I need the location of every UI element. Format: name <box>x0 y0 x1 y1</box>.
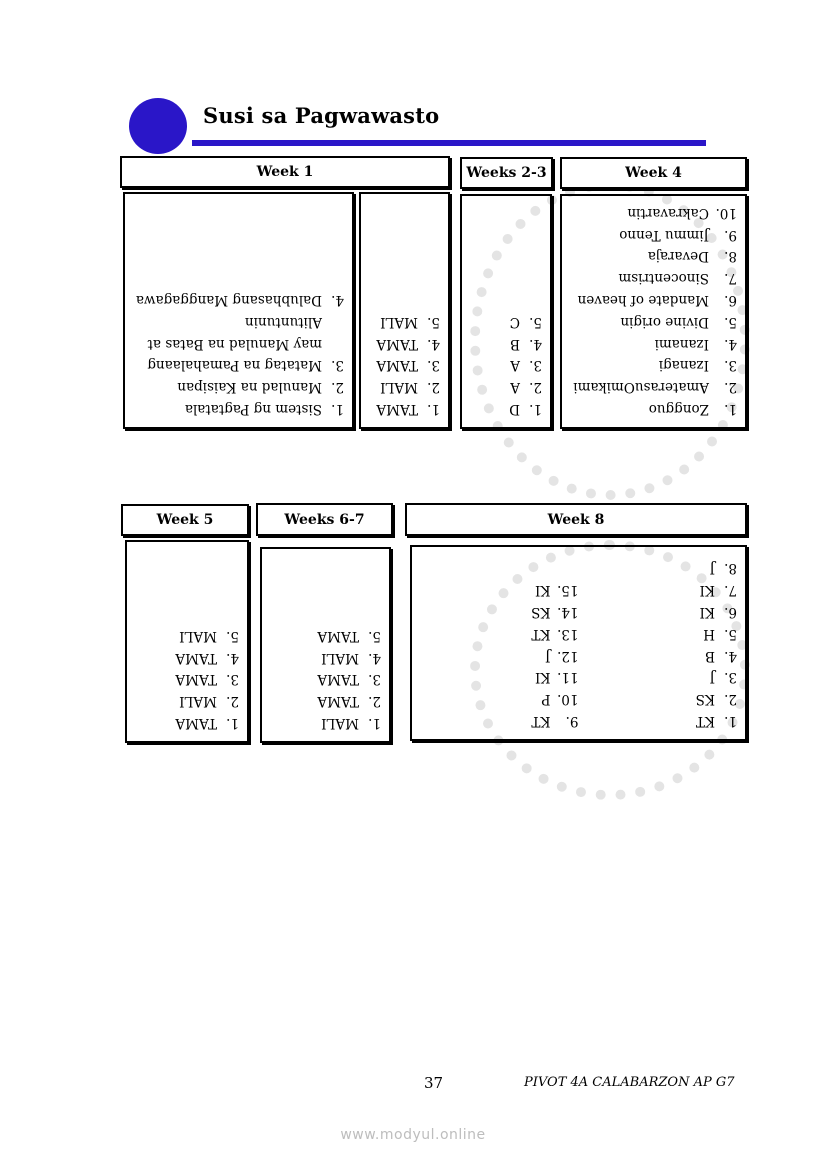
week8-columns <box>420 557 737 731</box>
weeks67-header: Weeks 6-7 <box>256 503 393 536</box>
answer-text: Zongguo <box>648 401 709 417</box>
answer-text: TAMA <box>376 357 418 374</box>
answer-text: TAMA <box>376 335 418 352</box>
answer-text: KT <box>531 625 551 642</box>
answer-text: MALI <box>380 313 418 330</box>
answer-text: KT <box>531 713 551 729</box>
answer-number: 3. <box>368 671 381 688</box>
answer-text: Cakravartin <box>627 204 709 221</box>
answer-item <box>570 310 737 332</box>
answer-number: 15. <box>557 582 579 599</box>
answer-number: 8. <box>724 248 737 265</box>
answer-item <box>135 711 239 733</box>
answer-item <box>135 689 239 711</box>
answer-number: 4. <box>331 292 344 309</box>
answer-number: 8. <box>724 560 737 577</box>
answer-text: MALI <box>321 715 359 731</box>
answer-item <box>133 288 344 310</box>
answer-item <box>133 397 344 419</box>
answer-text: TAMA <box>376 401 418 417</box>
answer-item <box>133 310 344 375</box>
answer-text: Izanami <box>654 335 709 352</box>
answer-item <box>270 668 381 690</box>
answer-text: TAMA <box>317 627 359 644</box>
answer-text: Manulad na Kaisipan <box>177 379 322 396</box>
answer-number: 5. <box>724 625 737 642</box>
answer-text: TAMA <box>317 693 359 710</box>
answer-number: 4. <box>427 335 440 352</box>
answer-text: Matatag na Pamahalaang may Manulad na Batas at Alituntunin <box>147 313 322 374</box>
week1-answers-box-a <box>123 192 354 429</box>
answer-item <box>420 709 579 731</box>
answer-text: KI <box>699 604 715 621</box>
answer-item <box>570 245 737 267</box>
answer-text: Dalubhasang Manggagawa <box>135 292 322 309</box>
weeks23-header: Weeks 2-3 <box>460 157 553 189</box>
answer-item <box>135 646 239 668</box>
answer-text: B <box>510 335 520 352</box>
answer-number: 2. <box>226 693 239 710</box>
answer-text: KI <box>535 582 551 599</box>
answer-item <box>369 310 440 332</box>
answer-text: Divine origin <box>620 313 709 330</box>
answer-text: MALI <box>380 379 418 396</box>
answer-item <box>369 354 440 376</box>
answer-number: 4. <box>724 335 737 352</box>
answer-number: 2. <box>331 379 344 396</box>
answer-number: 10. <box>557 691 579 708</box>
answer-item <box>420 600 579 622</box>
week5-answers <box>127 542 247 741</box>
answer-number: 1. <box>529 401 542 417</box>
weeks67-answers <box>262 549 389 741</box>
answer-text: Jimmu Tenno <box>619 226 709 243</box>
answer-text: TAMA <box>175 671 217 688</box>
answer-number: 11. <box>557 669 579 686</box>
week5-answers-box <box>125 540 249 743</box>
answer-text: Sinocentrism <box>618 270 709 287</box>
answer-text: KS <box>531 604 551 621</box>
answer-item <box>135 668 239 690</box>
answer-number: 1. <box>331 401 344 417</box>
answer-number: 4. <box>529 335 542 352</box>
answer-number: 7. <box>724 582 737 599</box>
week1-header: Week 1 <box>120 156 450 188</box>
week4-answers-box <box>560 194 747 429</box>
answer-number: 5. <box>427 313 440 330</box>
answer-text: H <box>703 625 715 642</box>
week1-answers-box-b <box>359 192 450 429</box>
answer-text: J <box>709 669 715 686</box>
answer-text: MALI <box>179 627 217 644</box>
answer-text: KI <box>699 582 715 599</box>
answer-number: 2. <box>724 691 737 708</box>
answer-item <box>570 266 737 288</box>
answer-number: 14. <box>557 604 579 621</box>
week4-answers <box>562 196 745 427</box>
answer-number: 4. <box>724 647 737 664</box>
answer-item <box>570 288 737 310</box>
answer-item <box>579 557 738 579</box>
answer-text: TAMA <box>175 715 217 731</box>
answer-number: 9. <box>724 226 737 243</box>
answer-item <box>470 332 542 354</box>
answer-item <box>570 223 737 245</box>
answer-number: 7. <box>724 270 737 287</box>
answer-text: A <box>510 379 520 396</box>
answer-item <box>579 578 738 600</box>
answer-number: 5. <box>724 313 737 330</box>
answer-item <box>420 578 579 600</box>
answer-text: P <box>541 691 551 708</box>
weeks67-answers-box <box>260 547 391 743</box>
answer-number: 1. <box>226 715 239 731</box>
answer-number: 2. <box>724 379 737 396</box>
week5-header: Week 5 <box>121 504 249 536</box>
answer-item <box>579 666 738 688</box>
answer-number: 4. <box>226 649 239 666</box>
answer-number: 3. <box>529 357 542 374</box>
answer-number: 2. <box>368 693 381 710</box>
answer-number: 3. <box>724 357 737 374</box>
week1-answers-a <box>125 194 352 427</box>
answer-item <box>270 624 381 646</box>
answer-item <box>133 375 344 397</box>
answer-item <box>470 310 542 332</box>
week8-answers-box <box>410 545 747 741</box>
answer-item <box>579 600 738 622</box>
site-watermark: www.modyul.online <box>340 1127 486 1143</box>
answer-text: J <box>709 560 715 577</box>
answer-item <box>270 689 381 711</box>
week8-header: Week 8 <box>405 503 747 536</box>
answer-number: 5. <box>529 313 542 330</box>
answer-text: D <box>509 401 520 417</box>
answer-number: 6. <box>724 292 737 309</box>
answer-number: 1. <box>427 401 440 417</box>
answer-text: Mandate of heaven <box>577 292 709 309</box>
weeks23-answers <box>462 196 550 427</box>
week1-answers-b <box>361 194 448 427</box>
week4-header: Week 4 <box>560 157 747 189</box>
answer-text: C <box>509 313 520 330</box>
answer-text: A <box>510 357 520 374</box>
answer-text: KS <box>695 691 715 708</box>
answer-item <box>420 666 579 688</box>
answer-number: 10. <box>715 204 737 221</box>
answer-item <box>369 397 440 419</box>
answer-item <box>570 375 737 397</box>
answer-text: AmaterasuOmikami <box>573 379 709 396</box>
answer-item <box>420 687 579 709</box>
week8-answers <box>412 547 745 739</box>
answer-item <box>135 624 239 646</box>
answer-item <box>579 644 738 666</box>
answer-item <box>570 354 737 376</box>
answer-item <box>579 709 738 731</box>
answer-text: TAMA <box>175 649 217 666</box>
answer-number: 5. <box>368 627 381 644</box>
answer-number: 1. <box>724 401 737 417</box>
title-circle-decoration <box>129 98 187 154</box>
answer-item <box>369 332 440 354</box>
answer-text: MALI <box>179 693 217 710</box>
answer-item <box>470 397 542 419</box>
answer-item <box>420 622 579 644</box>
publication-label: PIVOT 4A CALABARZON AP G7 <box>524 1075 735 1090</box>
answer-item <box>270 646 381 668</box>
answer-number: 2. <box>427 379 440 396</box>
answer-item <box>420 644 579 666</box>
page-number: 37 <box>424 1074 444 1092</box>
answer-item <box>470 375 542 397</box>
answer-text: KI <box>535 669 551 686</box>
answer-text: J <box>545 647 551 664</box>
answer-number: 6. <box>724 604 737 621</box>
answer-number: 5. <box>226 627 239 644</box>
page-title: Susi sa Pagwawasto <box>203 103 440 128</box>
answer-item <box>369 375 440 397</box>
answer-number: 12. <box>557 647 579 664</box>
answer-text: Sistem ng Pagtatala <box>184 401 322 417</box>
answer-number: 13. <box>557 625 579 642</box>
answer-item <box>570 397 737 419</box>
weeks23-answers-box <box>460 194 552 429</box>
answer-item <box>570 201 737 223</box>
answer-text: MALI <box>321 649 359 666</box>
answer-item <box>570 332 737 354</box>
answer-number: 3. <box>427 357 440 374</box>
answer-text: KT <box>695 713 715 729</box>
answer-text: Devaraja <box>647 248 709 265</box>
answer-text: TAMA <box>317 671 359 688</box>
answer-item <box>470 354 542 376</box>
answer-item <box>579 687 738 709</box>
answer-number: 2. <box>529 379 542 396</box>
answer-text: Izanagi <box>658 357 709 374</box>
answer-text: B <box>705 647 715 664</box>
answer-number: 9. <box>565 713 579 729</box>
title-underline <box>192 140 706 146</box>
answer-number: 3. <box>331 357 344 374</box>
answer-number: 4. <box>368 649 381 666</box>
answer-item <box>579 622 738 644</box>
answer-number: 3. <box>724 669 737 686</box>
answer-number: 3. <box>226 671 239 688</box>
answer-item <box>270 711 381 733</box>
answer-number: 1. <box>724 713 737 729</box>
answer-number: 1. <box>368 715 381 731</box>
